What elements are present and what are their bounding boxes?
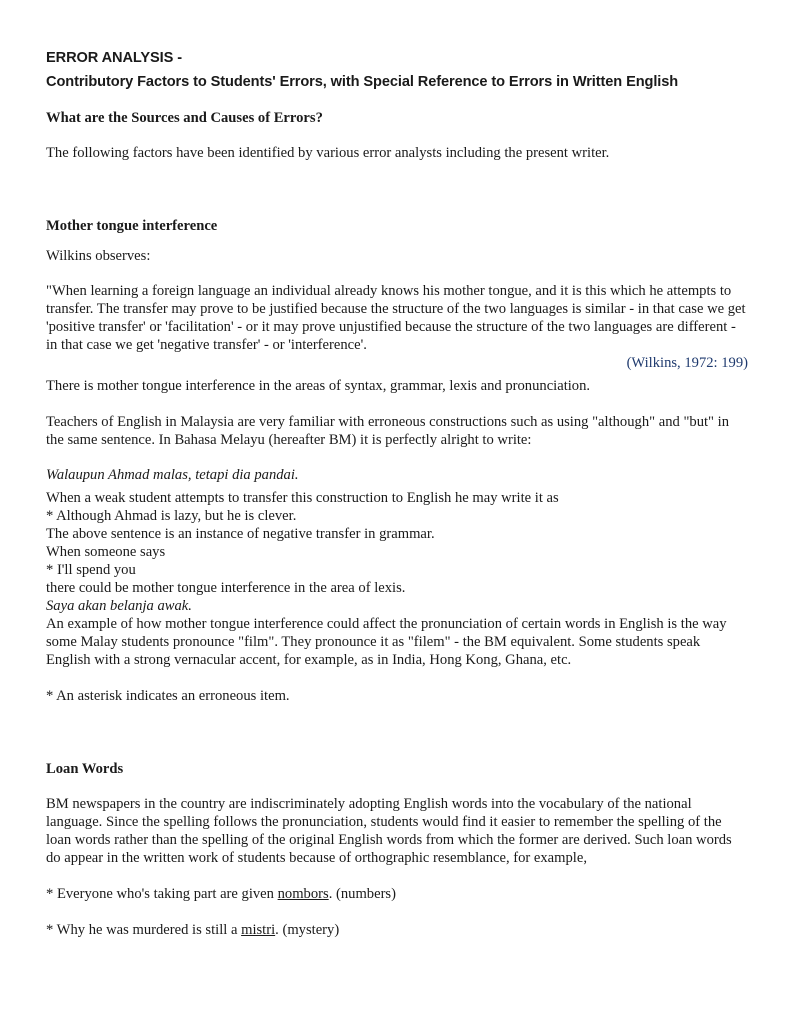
bm-example-sentence: Walaupun Ahmad malas, tetapi dia pandai. — [46, 467, 299, 483]
wilkins-citation: (Wilkins, 1972: 199) — [626, 355, 748, 371]
erroneous-example-line: * I'll spend you — [46, 562, 136, 578]
pronunciation-paragraph: An example of how mother tongue interference could affect the pronunciation of certain words in English is the way some Malay students pronounce "film". They pronounce it as "filem" - the BM equivalent. Some students speak English with a strong vernacular accent, for example, as in India, Hong Kong, Ghana, etc. — [46, 616, 727, 668]
wilkins-quote: "When learning a foreign language an individual already knows his mother tongue, and it is this which he attempts to transfer. The transfer may prove to be justified because the structure of the two languages is similar - in that case we get 'positive transfer' or 'facilitation' - or it may prove unjustified because the structure of the two languages are different - in that case we get 'negative transfer' - or 'interference'. — [46, 283, 746, 353]
text-line: The above sentence is an instance of negative transfer in grammar. — [46, 526, 435, 542]
bm-example-sentence-2: Saya akan belanja awak. — [46, 598, 192, 614]
text-line: there could be mother tongue interference in the area of lexis. — [46, 580, 406, 596]
title-line-1: ERROR ANALYSIS - — [46, 50, 182, 66]
asterisk-note: * An asterisk indicates an erroneous item. — [46, 688, 290, 704]
wilkins-observes: Wilkins observes: — [46, 248, 151, 264]
loan-word-example-1 — [46, 885, 746, 903]
loan-words-paragraph: BM newspapers in the country are indiscriminately adopting English words into the vocabulary of the national language. Since the spelling follows the pronunciation, students would find it easier to remember the spelling of the loan words rather than the spelling of the original English words from which the former are derived. Such loan words do appear in the written work of students because of orthographic resemblance, for example, — [46, 796, 732, 866]
erroneous-example-line: * Although Ahmad is lazy, but he is clever. — [46, 508, 297, 524]
example-1-suffix: . (numbers) — [328, 886, 396, 902]
question-heading: What are the Sources and Causes of Errors? — [46, 110, 323, 126]
section-heading-loan-words: Loan Words — [46, 761, 124, 777]
example-2-suffix: . (mystery) — [275, 922, 340, 938]
document-page — [46, 46, 746, 939]
title-line-2: Contributory Factors to Students' Errors, with Special Reference to Errors in Written English — [46, 74, 679, 90]
example-2-loan-word: mistri — [241, 922, 276, 938]
example-1-loan-word: nombors — [277, 886, 329, 902]
text-line: When a weak student attempts to transfer this construction to English he may write it as — [46, 490, 559, 506]
example-1-prefix: * Everyone who's taking part are given — [46, 886, 278, 902]
intro-paragraph: The following factors have been identified by various error analysts including the present writer. — [46, 145, 610, 161]
section-heading-mother-tongue: Mother tongue interference — [46, 218, 218, 234]
teachers-paragraph: Teachers of English in Malaysia are very familiar with erroneous constructions such as using "although" and "but" in the same sentence. In Bahasa Melayu (hereafter BM) it is perfectly alright to write: — [46, 414, 730, 448]
loan-word-example-2 — [46, 921, 746, 939]
interference-areas: There is mother tongue interference in the areas of syntax, grammar, lexis and pronunciation. — [46, 378, 591, 394]
text-line: When someone says — [46, 544, 166, 560]
example-2-prefix: * Why he was murdered is still a — [46, 922, 242, 938]
